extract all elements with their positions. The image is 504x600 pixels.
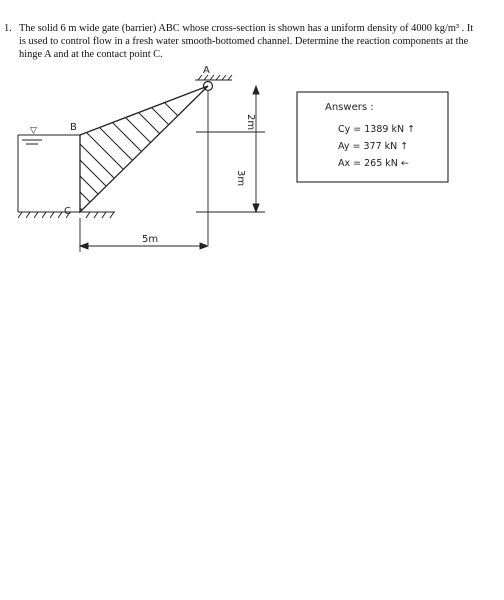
arrowhead [80, 243, 88, 249]
support-hatch [210, 75, 214, 80]
support-hatch [216, 75, 220, 80]
bottom-hatch [94, 212, 98, 218]
problem-text [19, 22, 499, 61]
answer-ax: Ax = 265 kN ← [338, 158, 409, 169]
bottom-hatch [50, 212, 54, 218]
hatch-line [60, 172, 92, 204]
bottom-hatch [18, 212, 22, 218]
bottom-hatch [86, 212, 90, 218]
bottom-hatch [110, 212, 114, 218]
dimension-3m: 3m [235, 170, 246, 187]
water-body [18, 135, 80, 212]
arrowhead [253, 204, 259, 212]
problem-line-3: hinge A and at the contact point C. [19, 49, 163, 60]
vertical-dimension [253, 86, 259, 212]
label-a: A [203, 65, 210, 76]
label-c: C [64, 206, 71, 217]
answer-ay: Ay = 377 kN ↑ [338, 141, 409, 152]
label-b: B [70, 122, 77, 133]
bottom-hatch [34, 212, 38, 218]
arrowhead [200, 243, 208, 249]
bottom-hatch [102, 212, 106, 218]
hatch-line [96, 106, 160, 170]
hatch-line [108, 100, 170, 162]
bottom-hatch [26, 212, 30, 218]
problem-number: 1. [4, 23, 12, 34]
bottom-hatch [58, 212, 62, 218]
water-surface-symbol: ▽ [30, 126, 37, 136]
problem-line-1: The solid 6 m wide gate (barrier) ABC whose cross-section is shown has a uniform density of 4000 kg/m³ . It [19, 23, 474, 34]
hatch-line [60, 140, 110, 190]
answers-title: Answers : [325, 102, 374, 113]
hinge-support [195, 75, 232, 80]
gate-cross-section [80, 86, 208, 212]
arrowhead [253, 86, 259, 94]
hatch-line [82, 110, 150, 178]
support-hatch [222, 75, 226, 80]
gate-hatching [60, 84, 200, 214]
dimension-5m: 5m [142, 234, 159, 245]
answer-cy: Cy = 1389 kN ↑ [338, 124, 416, 135]
problem-line-2: is used to control flow in a fresh water smooth-bottomed channel. Determine the reaction components at the [19, 36, 469, 47]
support-hatch [228, 75, 232, 80]
gate-figure [0, 60, 504, 260]
bottom-hatch [42, 212, 46, 218]
hatch-line [120, 94, 180, 154]
support-hatch [198, 75, 202, 80]
dimension-2m: 2m [245, 114, 256, 131]
